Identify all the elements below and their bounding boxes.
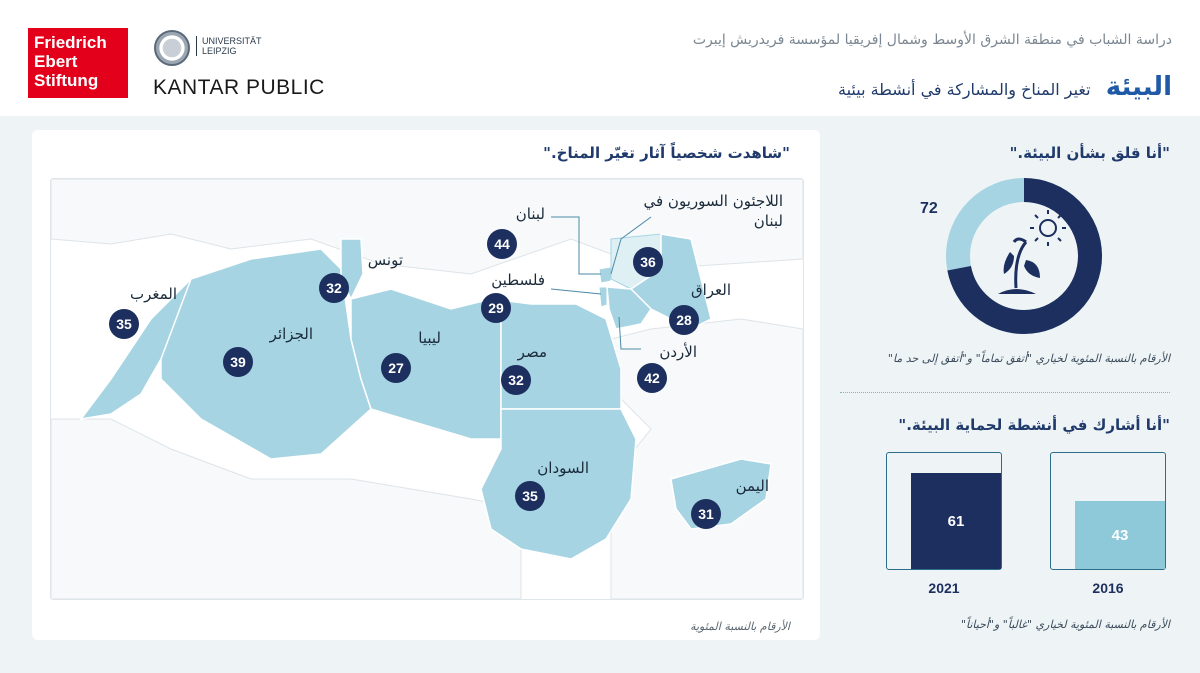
country-value-syrian-refugees: 36 bbox=[633, 247, 663, 277]
fes-logo bbox=[28, 28, 128, 98]
leipzig-logo-text bbox=[196, 36, 262, 56]
country-label-jordan: الأردن bbox=[659, 343, 697, 361]
mena-map bbox=[50, 178, 804, 600]
map-svg bbox=[51, 179, 803, 599]
country-label-lebanon: لبنان bbox=[515, 205, 545, 223]
country-label-tunisia: تونس bbox=[367, 251, 403, 269]
bar-frame-2016 bbox=[1050, 452, 1166, 570]
map-note: الأرقام بالنسبة المئوية bbox=[690, 620, 790, 633]
fes-logo-line: Stiftung bbox=[34, 71, 99, 90]
participation-note: الأرقام بالنسبة المئوية لخياري "غالباً" و"أحياناً" bbox=[960, 618, 1170, 631]
bar-2021 bbox=[911, 473, 1001, 569]
country-label-yemen: اليمن bbox=[735, 477, 769, 495]
concern-question: "أنا قلق بشأن البيئة." bbox=[1009, 144, 1170, 162]
country-value-sudan: 35 bbox=[515, 481, 545, 511]
concern-donut bbox=[944, 176, 1104, 336]
country-value-egypt: 32 bbox=[501, 365, 531, 395]
country-label-syrian-refugees: اللاجئون السوريون في لبنان bbox=[643, 192, 783, 230]
header bbox=[0, 0, 1200, 116]
participation-question: "أنا أشارك في أنشطة لحماية البيئة." bbox=[898, 416, 1170, 434]
country-value-libya: 27 bbox=[381, 353, 411, 383]
country-label-palestine: فلسطين bbox=[491, 271, 545, 289]
country-label-egypt: مصر bbox=[517, 343, 547, 361]
topic-subtitle: تغير المناخ والمشاركة في أنشطة بيئية bbox=[838, 80, 1091, 99]
country-label-algeria: الجزائر bbox=[269, 325, 313, 343]
map-card bbox=[32, 130, 820, 640]
kantar-logo: KANTAR PUBLIC bbox=[153, 76, 325, 99]
bar-value-2021: 61 bbox=[947, 512, 965, 530]
concern-note: الأرقام بالنسبة المئوية لخياري "أتفق تماماً" و"أتفق إلى حد ما" bbox=[887, 352, 1170, 365]
leader-line-palestine bbox=[551, 289, 601, 294]
map-heading: "شاهدت شخصياً آثار تغيّر المناخ." bbox=[543, 144, 790, 162]
country-value-lebanon: 44 bbox=[487, 229, 517, 259]
bar-year-2021: 2021 bbox=[928, 580, 960, 596]
bar-2016 bbox=[1075, 501, 1165, 569]
topic-line bbox=[838, 72, 1172, 102]
country-label-sudan: السودان bbox=[537, 459, 589, 477]
country-value-morocco: 35 bbox=[109, 309, 139, 339]
country-value-algeria: 39 bbox=[223, 347, 253, 377]
country-label-morocco: المغرب bbox=[129, 285, 177, 303]
country-value-tunisia: 32 bbox=[319, 273, 349, 303]
country-value-iraq: 28 bbox=[669, 305, 699, 335]
section-divider bbox=[840, 392, 1170, 393]
wilted-plant-sun-icon bbox=[998, 210, 1066, 294]
country-value-jordan: 42 bbox=[637, 363, 667, 393]
bar-year-2016: 2016 bbox=[1092, 580, 1124, 596]
concern-value: 72 bbox=[920, 200, 938, 217]
topic-title: البيئة bbox=[1105, 72, 1172, 102]
leipzig-line: UNIVERSITÄT bbox=[202, 36, 262, 46]
fes-logo-line: Ebert bbox=[34, 52, 78, 71]
country-value-palestine: 29 bbox=[481, 293, 511, 323]
bar-value-2016: 43 bbox=[1111, 526, 1129, 544]
bar-frame-2021 bbox=[886, 452, 1002, 570]
leipzig-line: LEIPZIG bbox=[202, 46, 237, 56]
university-seal-icon bbox=[154, 30, 190, 66]
map-palestine bbox=[599, 287, 607, 307]
country-label-libya: ليبيا bbox=[418, 329, 441, 347]
map-libya bbox=[351, 289, 501, 439]
country-label-iraq: العراق bbox=[690, 281, 731, 299]
map-lebanon bbox=[599, 267, 611, 283]
study-title: دراسة الشباب في منطقة الشرق الأوسط وشمال إفريقيا لمؤسسة فريدريش إيبرت bbox=[692, 32, 1172, 48]
right-panel bbox=[840, 130, 1180, 640]
country-value-yemen: 31 bbox=[691, 499, 721, 529]
fes-logo-line: Friedrich bbox=[34, 33, 107, 52]
